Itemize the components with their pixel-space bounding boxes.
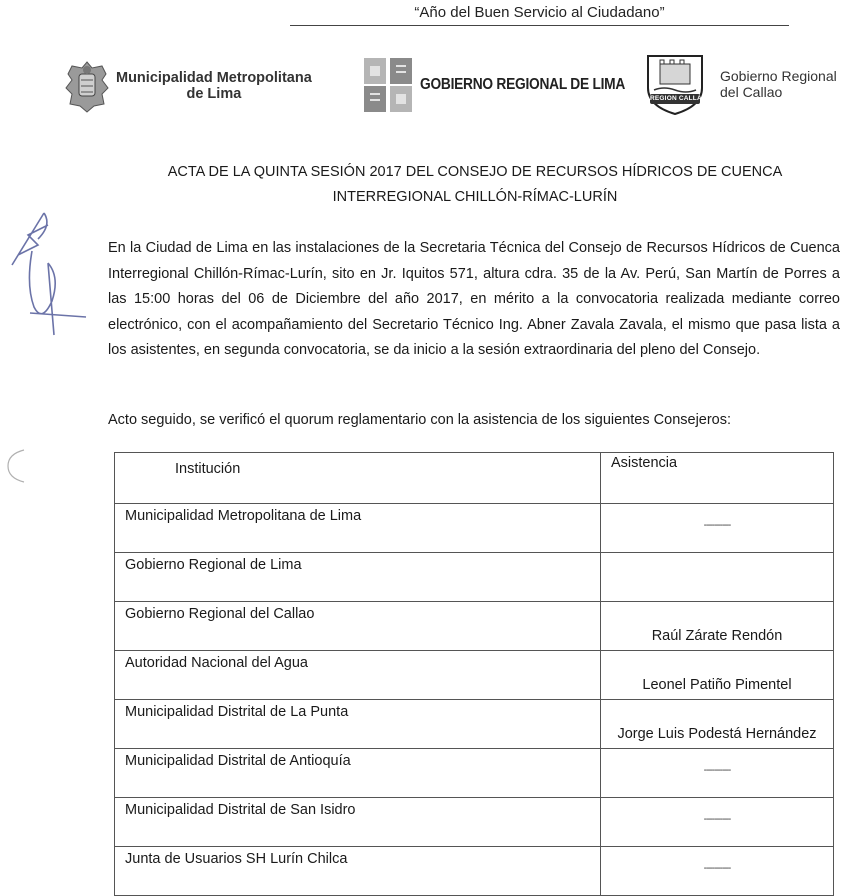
header-institution: Institución — [115, 453, 601, 504]
institution-cell: Municipalidad Distrital de La Punta — [115, 700, 601, 749]
intro-paragraph: En la Ciudad de Lima en las instalaciones de la Secretaria Técnica del Consejo de Recursos Hídricos de Cuenca Interregional Chillón-Rímac-Lurín, sito en Jr. Iquitos 571, altura cdra. 35 de la Av. Perú, San Martín de Porres a las 15:00 horas del 06 de Diciembre del año 2017, en mérito a la convocatoria realizada mediante correo electrónico, con el acompañamiento del Secretario Técnico Ing. Abner Zavala Zavala, el mismo que pasa lista a los asistentes, en segunda convocatoria, se da inicio a la sesión extraordinaria del pleno del Consejo. — [108, 240, 840, 359]
logo-gobierno-regional-callao — [640, 52, 837, 116]
attendance-cell: Leonel Patiño Pimentel — [601, 651, 834, 700]
institution-cell: Municipalidad Distrital de San Isidro — [115, 798, 601, 847]
attendance-cell — [601, 847, 834, 896]
table-row — [115, 602, 834, 651]
handwritten-signature-icon — [8, 205, 88, 345]
callao-logo-line2: del Callao — [720, 84, 783, 100]
table-row — [115, 847, 834, 896]
header-motto: “Año del Buen Servicio al Ciudadano” — [290, 4, 789, 26]
attendance-cell — [601, 749, 834, 798]
attendance-cell: Raúl Zárate Rendón — [601, 602, 834, 651]
table-row — [115, 651, 834, 700]
document-title-line1: ACTA DE LA QUINTA SESIÓN 2017 DEL CONSEJO DE RECURSOS HÍDRICOS DE CUENCA — [167, 164, 783, 180]
gore-lima-text: GOBIERNO REGIONAL DE LIMA — [420, 76, 626, 93]
attendance-value: ---------- — [703, 519, 731, 532]
institution-cell: Gobierno Regional del Callao — [115, 602, 601, 651]
table-row — [115, 504, 834, 553]
margin-bracket-mark-icon — [0, 446, 30, 486]
document-title-line2: INTERREGIONAL CHILLÓN-RÍMAC-LURÍN — [332, 189, 618, 205]
attendance-cell — [601, 798, 834, 847]
institution-cell: Gobierno Regional de Lima — [115, 553, 601, 602]
institution-cell: Junta de Usuarios SH Lurín Chilca — [115, 847, 601, 896]
table-row — [115, 749, 834, 798]
document-title — [110, 160, 840, 210]
attendance-value: ---------- — [703, 813, 731, 826]
attendance-cell: Jorge Luis Podestá Hernández — [601, 700, 834, 749]
gore-lima-emblem-icon — [362, 56, 414, 114]
table-row — [115, 798, 834, 847]
institution-cell: Municipalidad Metropolitana de Lima — [115, 504, 601, 553]
callao-badge-text: REGION CALLAO — [650, 95, 708, 102]
header-attendance: Asistencia — [601, 453, 834, 504]
table-header-row — [115, 453, 834, 504]
logo-gobierno-regional-lima — [362, 56, 658, 114]
logo-municipalidad-lima — [62, 58, 312, 114]
callao-shield-icon — [640, 52, 710, 116]
attendance-cell — [601, 504, 834, 553]
attendance-value: ---------- — [703, 862, 731, 875]
attendance-cell — [601, 553, 834, 602]
callao-logo-line1: Gobierno Regional — [720, 68, 837, 84]
attendance-value: ---------- — [703, 764, 731, 777]
quorum-paragraph: Acto seguido, se verificó el quorum reglamentario con la asistencia de los siguientes Consejeros: — [108, 412, 732, 428]
attendance-table — [114, 452, 834, 896]
table-row — [115, 700, 834, 749]
lima-logo-line1: Municipalidad Metropolitana — [116, 70, 312, 86]
lima-coat-of-arms-icon — [62, 58, 112, 114]
table-row — [115, 553, 834, 602]
institution-cell: Municipalidad Distrital de Antioquía — [115, 749, 601, 798]
institution-cell: Autoridad Nacional del Agua — [115, 651, 601, 700]
lima-logo-line2: de Lima — [186, 86, 242, 102]
